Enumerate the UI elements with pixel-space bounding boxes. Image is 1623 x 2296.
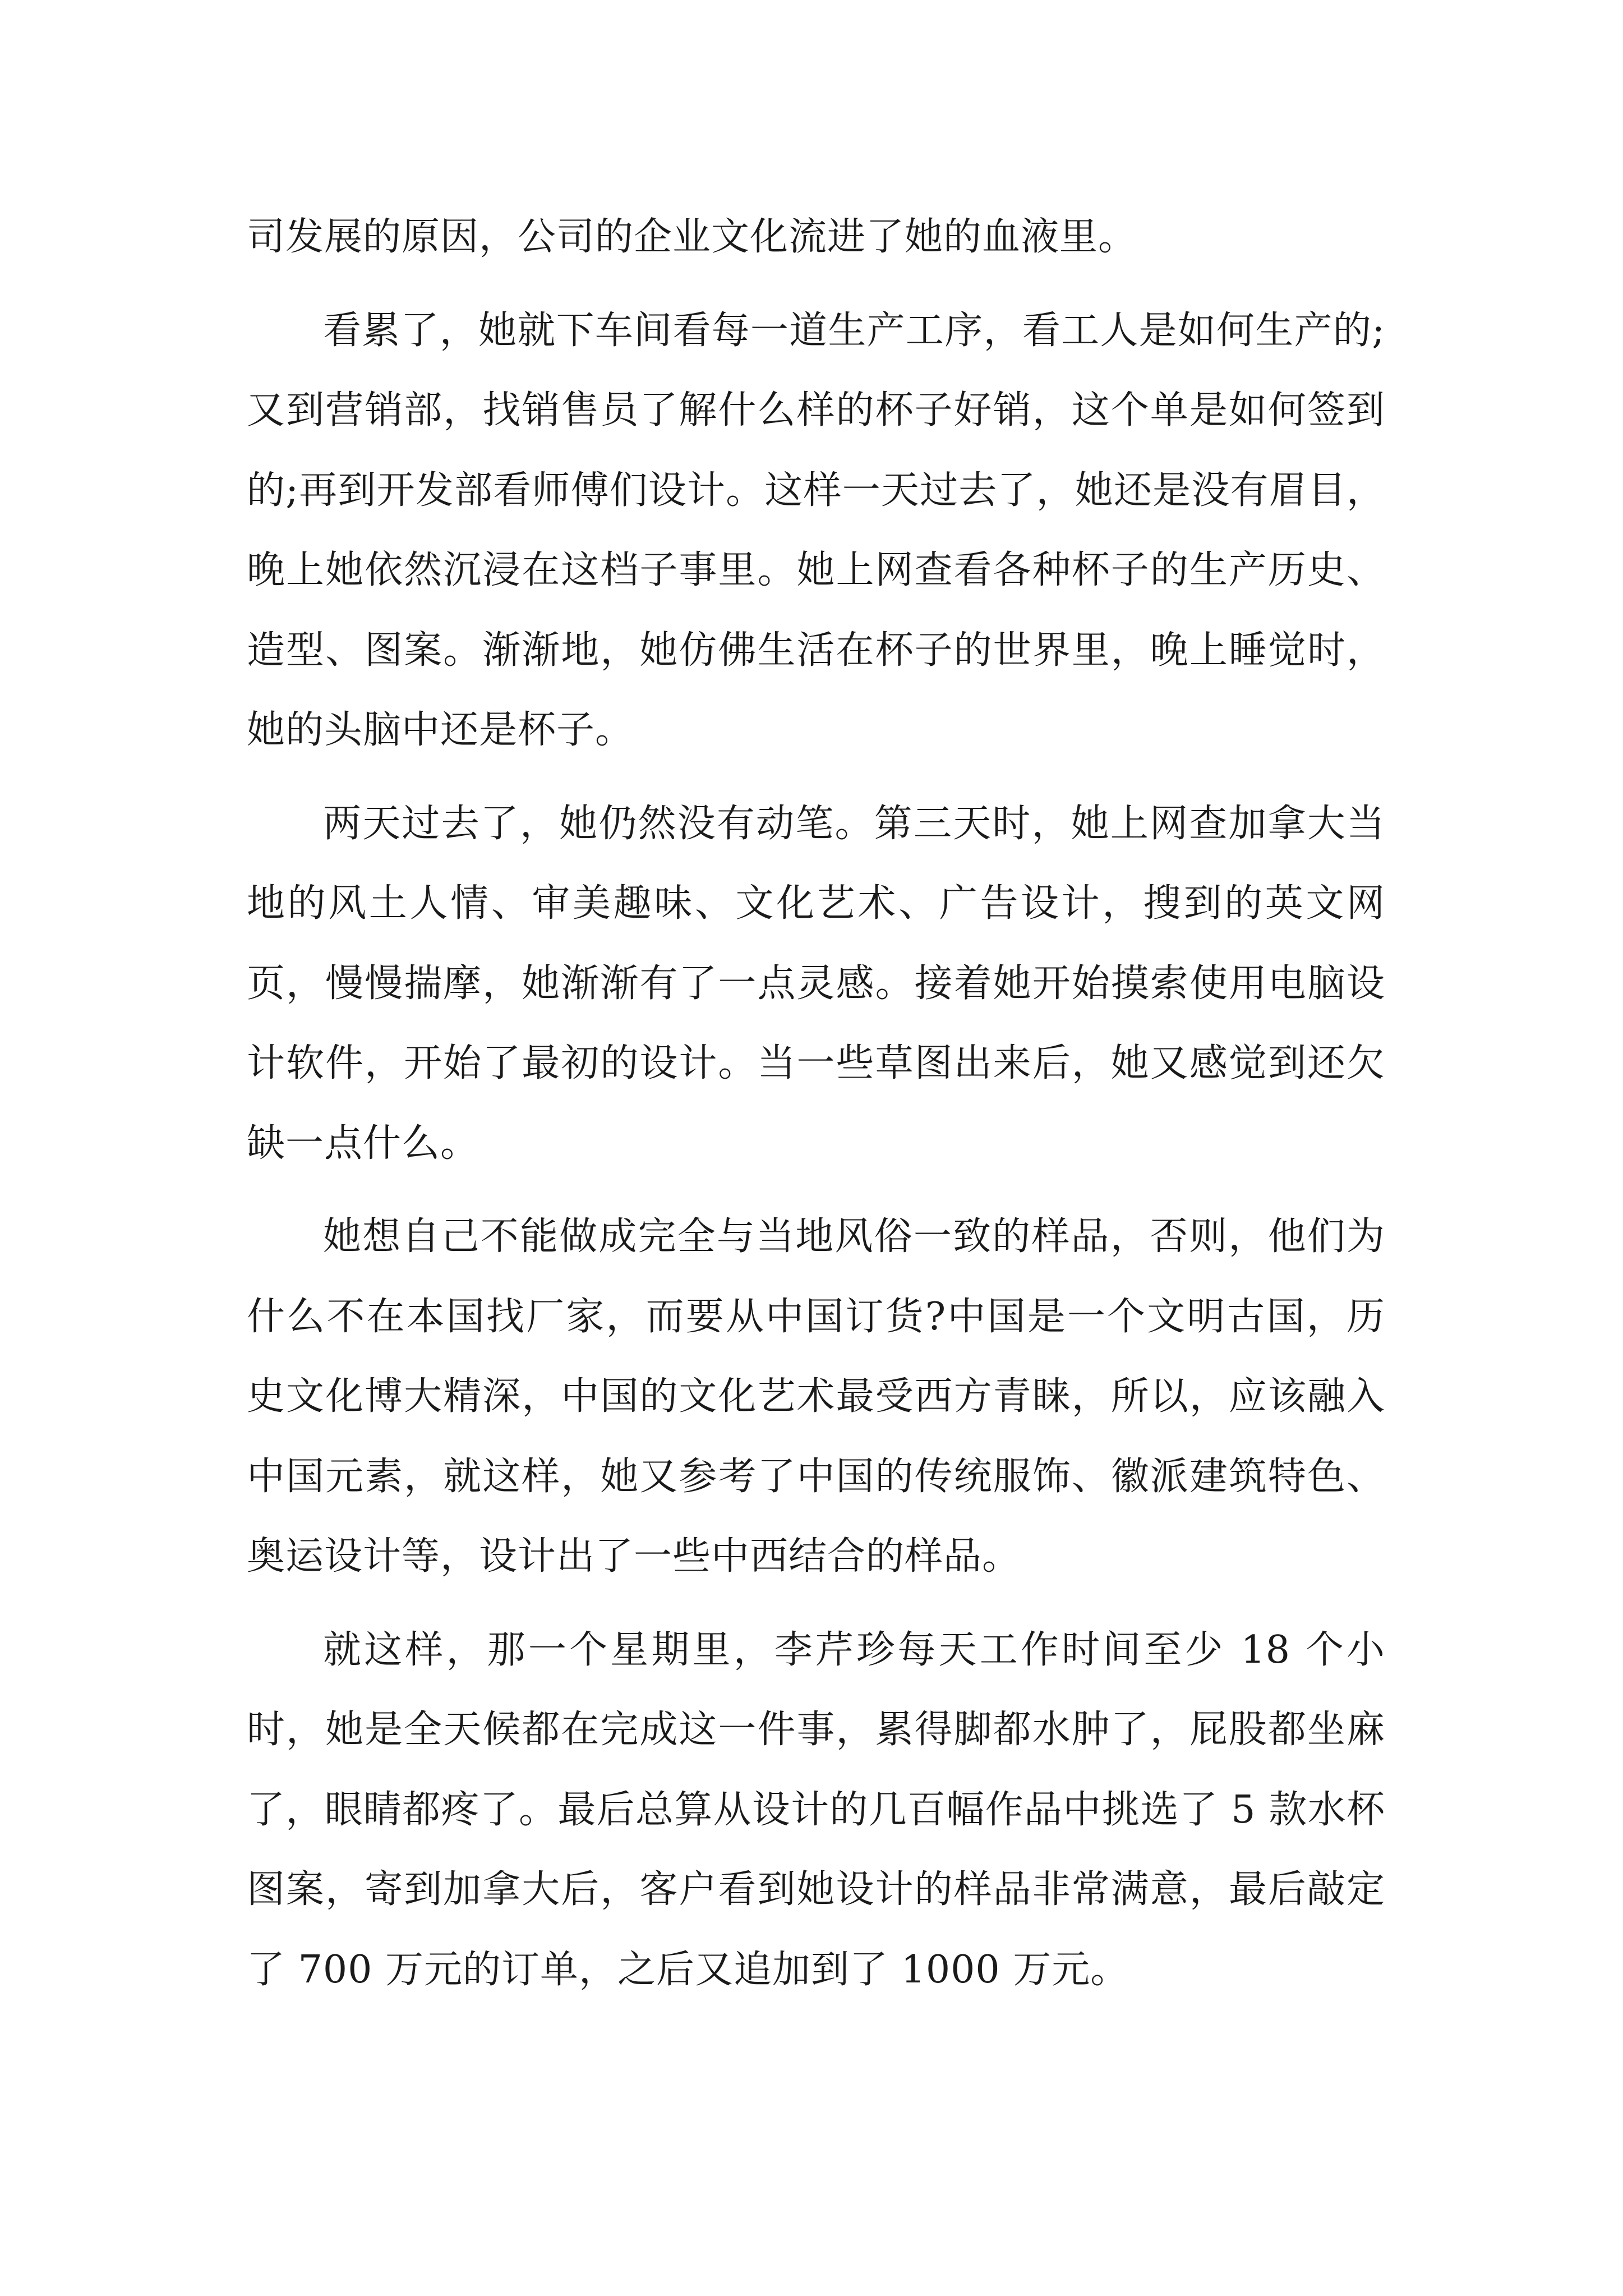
body-text bbox=[247, 197, 1385, 2010]
paragraph: 就这样，那一个星期里，李芹珍每天工作时间至少 18 个小时，她是全天候都在完成这一件事，累得脚都水肿了，屁股都坐麻了，眼睛都疼了。最后总算从设计的几百幅作品中挑选了 5 款水杯图案，寄到加拿大后，客户看到她设计的样品非常满意，最后敲定了 700 万元的订单，之后又追加到了 1000 万元。 bbox=[247, 1627, 1385, 1992]
paragraph-continuation: 司发展的原因，公司的企业文化流进了她的血液里。 bbox=[247, 215, 1137, 259]
paragraph: 看累了，她就下车间看每一道生产工序，看工人是如何生产的;又到营销部，找销售员了解什么样的杯子好销，这个单是如何签到的;再到开发部看师傅们设计。这样一天过去了，她还是没有眉目，晚上她依然沉浸在这档子事里。她上网查看各种杯子的生产历史、造型、图案。渐渐地，她仿佛生活在杯子的世界里，晚上睡觉时，她的头脑中还是杯子。 bbox=[247, 308, 1385, 752]
paragraph: 两天过去了，她仍然没有动笔。第三天时，她上网查加拿大当地的风土人情、审美趣味、文化艺术、广告设计，搜到的英文网页，慢慢揣摩，她渐渐有了一点灵感。接着她开始摸索使用电脑设计软件，开始了最初的设计。当一些草图出来后，她又感觉到还欠缺一点什么。 bbox=[247, 801, 1385, 1166]
paragraph: 她想自己不能做成完全与当地风俗一致的样品，否则，他们为什么不在本国找厂家，而要从中国订货?中国是一个文明古国，历史文化博大精深，中国的文化艺术最受西方青睐，所以，应该融入中国元素，就这样，她又参考了中国的传统服饰、徽派建筑特色、奥运设计等，设计出了一些中西结合的样品。 bbox=[247, 1214, 1385, 1579]
